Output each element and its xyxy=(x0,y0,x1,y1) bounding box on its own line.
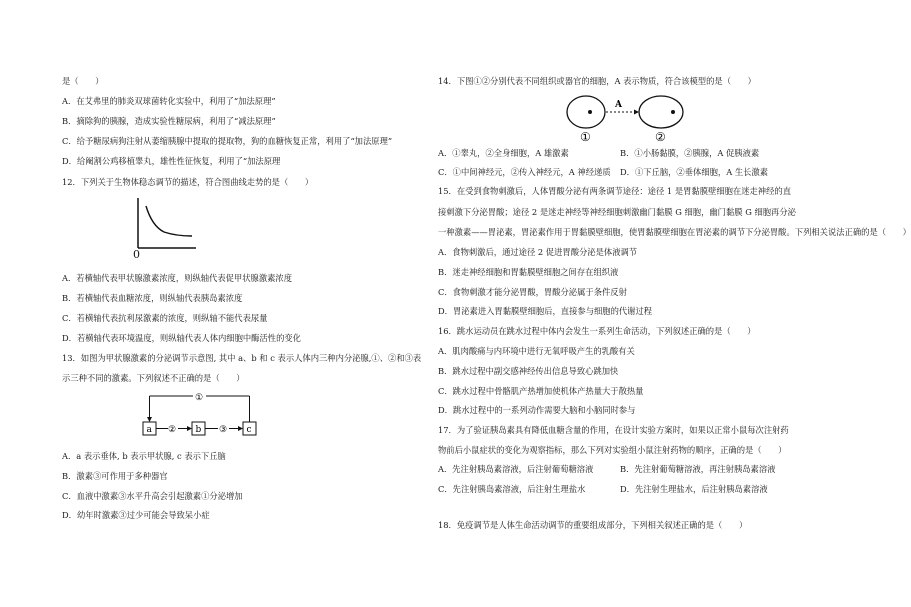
q14-option-b: B．①小肠黏膜，②胰腺，A 促胰液素 xyxy=(620,148,760,158)
q14-stem: 14．下图①②分别代表不同组织或器官的细胞，A 表示物质，符合该模型的是（ ） xyxy=(438,76,756,86)
q13-hormone-3: ③ xyxy=(219,425,228,435)
q14-cell-diagram xyxy=(563,93,688,145)
q16-option-c: C．跳水过程中骨骼肌产热增加使机体产热量大于散热量 xyxy=(438,386,644,396)
q15-stem-line2: 接刺激下分泌胃酸；途径 2 是迷走神经等神经细胞刺激幽门黏膜 G 细胞，幽门黏膜 G 细胞再分泌 xyxy=(438,207,796,217)
q12-option-c: C．若横轴代表抗利尿激素的浓度，则纵轴不能代表尿量 xyxy=(62,313,268,323)
q14-cell-1-nucleus xyxy=(588,110,592,114)
q15-option-c: C．食物刺激才能分泌胃酸，胃酸分泌属于条件反射 xyxy=(438,287,627,297)
q13-option-d: D．幼年时激素③过少可能会导致呆小症 xyxy=(62,510,210,520)
q13-option-a: A．a 表示垂体, b 表示甲状腺, c 表示下丘脑 xyxy=(62,451,226,461)
q15-option-a: A．食物刺激后，通过途径 2 促进胃酸分泌是体液调节 xyxy=(438,247,638,257)
q17-stem-line1: 17．为了验证胰岛素具有降低血糖含量的作用，在设计实验方案时，如果以正常小鼠每次注射药 xyxy=(438,425,789,435)
q14-option-c: C．①中间神经元，②传入神经元，A 神经递质 xyxy=(438,167,611,177)
q13-stem-line1: 13．如图为甲状腺激素的分泌调节示意图, 其中 a、b 和 c 表示人体内三种内分泌腺,①、②和③表 xyxy=(62,353,422,363)
q16-stem: 16．跳水运动员在跳水过程中体内会发生一系列生命活动，下列叙述正确的是（ ） xyxy=(438,326,756,336)
q12-curve xyxy=(146,206,192,236)
q11-option-d: D．给阉割公鸡移植睾丸，雄性性征恢复，利用了“加法原理 xyxy=(62,156,281,166)
q11-stem-tail: 是（ ） xyxy=(62,76,104,86)
q17-option-b: B．先注射葡萄糖溶液，再注射胰岛素溶液 xyxy=(620,464,776,474)
q15-stem-line1: 15．在受到食物刺激后，人体胃酸分泌有两条调节途径：途径 1 是胃黏膜壁细胞在迷走神经的直 xyxy=(438,186,791,196)
q13-label-c: c xyxy=(246,425,252,435)
q16-option-b: B．跳水过程中副交感神经传出信息导致心跳加快 xyxy=(438,366,619,376)
q13-hormone-2: ② xyxy=(168,425,177,435)
q14-option-d: D．①下丘脑，②垂体细胞，A 生长激素 xyxy=(620,167,769,177)
q13-feedback-diagram xyxy=(140,388,265,438)
q16-option-d: D．跳水过程中的一系列动作需要大脑和小脑同时参与 xyxy=(438,405,636,415)
q14-cell-1 xyxy=(567,96,605,128)
q14-label-1: ① xyxy=(580,130,591,144)
q15-option-b: B．迷走神经细胞和胃黏膜壁细胞之间存在组织液 xyxy=(438,267,619,277)
q13-option-c: C．血液中激素③水平升高会引起激素①分泌增加 xyxy=(62,491,243,501)
q17-stem-line2: 物前后小鼠症状的变化为观察指标，那么下列对实验组小鼠注射药物的顺序，正确的是（ ） xyxy=(438,445,787,455)
q18-stem: 18．免疫调节是人体生命活动调节的重要组成部分，下列相关叙述正确的是（ ） xyxy=(438,520,748,530)
q14-option-a: A．①睾丸，②全身细胞，A 雄激素 xyxy=(438,148,569,158)
q12-option-a: A．若横轴代表甲状腺激素浓度，则纵轴代表促甲状腺激素浓度 xyxy=(62,273,293,283)
q13-label-b: b xyxy=(195,425,202,435)
q13-hormone-1: ① xyxy=(195,393,204,403)
q13-option-b: B．激素③可作用于多种器官 xyxy=(62,471,168,481)
q12-curve-graph xyxy=(130,196,200,260)
q11-option-c: C．给予糖尿病狗注射从萎缩胰腺中提取的提取物，狗的血糖恢复正常，利用了“加法原理” xyxy=(62,136,393,146)
q14-label-a: A xyxy=(615,100,622,110)
q13-label-a: a xyxy=(146,425,152,435)
q11-option-b: B．摘除狗的胰腺，造成实验性糖尿病，利用了“减法原理” xyxy=(62,116,276,126)
q14-cell-2 xyxy=(639,96,683,128)
q13-stem-line2: 示三种不同的激素。下列叙述不正确的是（ ） xyxy=(62,373,245,383)
q12-option-d: D．若横轴代表环境温度，则纵轴代表人体内细胞中酶活性的变化 xyxy=(62,333,301,343)
q11-option-a: A．在艾弗里的肺炎双球菌转化实验中，利用了“加法原理” xyxy=(62,96,276,106)
q17-option-a: A．先注射胰岛素溶液，后注射葡萄糖溶液 xyxy=(438,464,594,474)
q12-origin-label: 0 xyxy=(133,248,140,261)
q17-option-c: C．先注射胰岛素溶液，后注射生理盐水 xyxy=(438,484,586,494)
q15-option-d: D．胃泌素进入胃黏膜壁细胞后，直接参与细胞的代谢过程 xyxy=(438,306,653,316)
q12-stem: 12．下列关于生物体稳态调节的描述，符合图曲线走势的是（ ） xyxy=(62,177,314,187)
q14-label-2: ② xyxy=(655,130,666,144)
q16-option-a: A．肌肉酸痛与内环境中进行无氧呼吸产生的乳酸有关 xyxy=(438,346,635,356)
q14-cell-2-nucleus xyxy=(671,110,675,114)
q17-option-d: D．先注射生理盐水，后注射胰岛素溶液 xyxy=(620,484,768,494)
q15-stem-line3: 一种激素——胃泌素，胃泌素作用于胃黏膜壁细胞，使胃黏膜壁细胞在胃泌素的调节下分泌胃酸。下列相关说法正确的是（ ） xyxy=(438,227,911,237)
q12-option-b: B．若横轴代表血糖浓度，则纵轴代表胰岛素浓度 xyxy=(62,293,243,303)
